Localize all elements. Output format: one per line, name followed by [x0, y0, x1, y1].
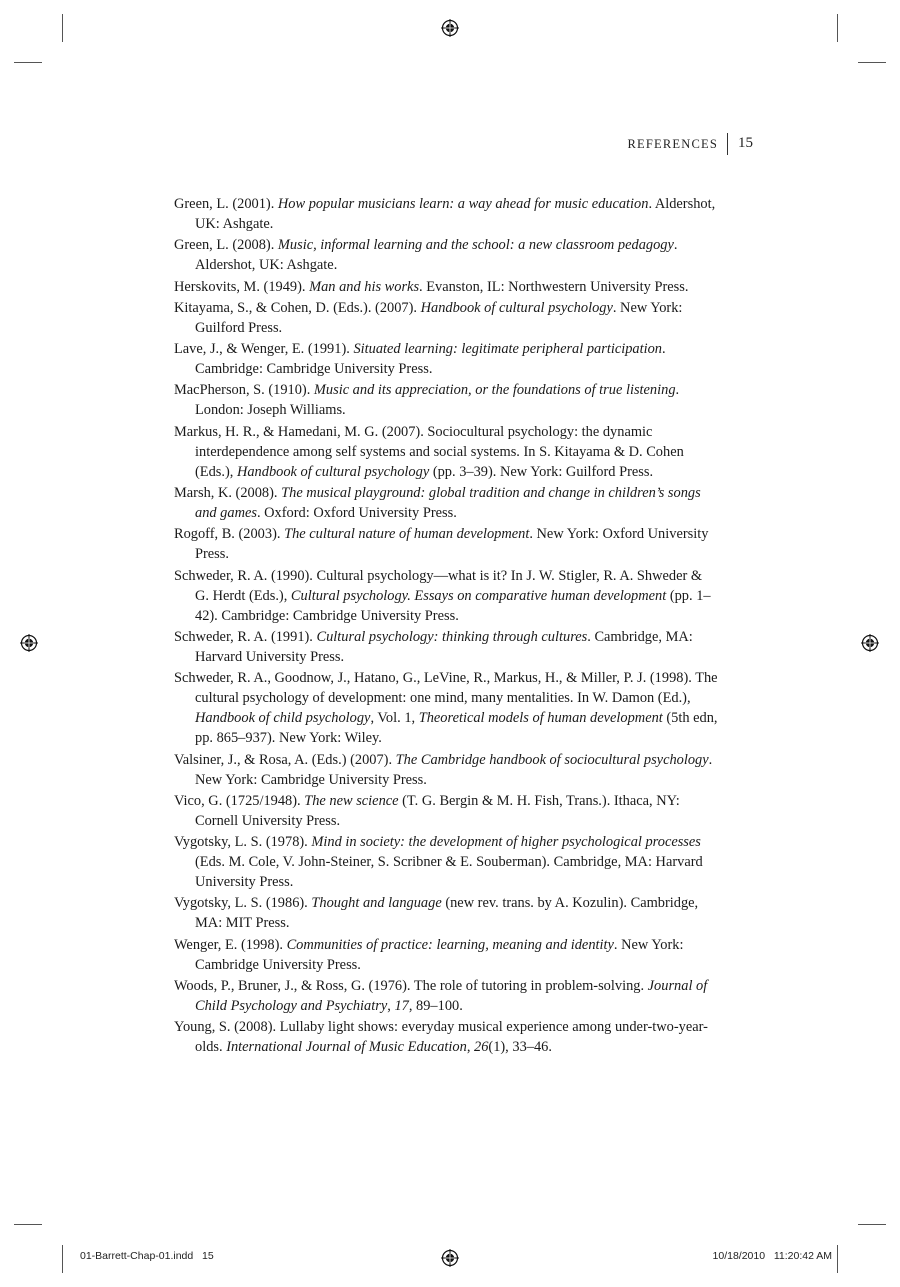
crop-mark-top-right-horizontal — [858, 62, 886, 63]
reference-entry — [174, 893, 719, 933]
reference-title-italic: How popular musicians learn: a way ahead for music education — [277, 196, 649, 212]
reference-text: (T. G. Bergin & M. H. Fish, Trans.). Ithaca, NY: Cornell University Press. — [195, 792, 680, 829]
registration-mark-icon — [441, 1249, 459, 1267]
reference-title-italic: Handbook of cultural psychology — [420, 299, 613, 316]
reference-title-italic: Music and its appreciation, or the foundations of true listening — [313, 382, 676, 399]
crop-mark-top-right-vertical — [837, 14, 838, 42]
reference-text: . New York: Guilford Press. — [195, 299, 683, 336]
reference-title-italic: The Cambridge handbook of sociocultural psychology — [395, 751, 709, 768]
reference-text: . Oxford: Oxford University Press. — [256, 505, 457, 522]
reference-text: Herskovits, M. (1949). — [174, 278, 310, 295]
reference-entry — [174, 832, 719, 892]
reference-entry — [174, 566, 719, 626]
reference-text: , 89–100. — [408, 998, 463, 1015]
reference-entry — [174, 668, 719, 748]
reference-text: Vico, G. (1725/1948). — [174, 792, 305, 809]
reference-title-italic: Theoretical models of human development — [418, 710, 663, 727]
reference-entry — [174, 339, 719, 379]
crop-mark-bottom-right-horizontal — [858, 1224, 886, 1225]
reference-text: Woods, P., Bruner, J., & Ross, G. (1976). The role of tutoring in problem-solving. — [174, 978, 648, 995]
section-title: REFERENCES — [627, 137, 718, 151]
reference-title-italic: Cultural psychology. Essays on comparative human development — [290, 587, 667, 604]
reference-text: Marsh, K. (2008). — [174, 485, 282, 502]
reference-title-italic: Handbook of cultural psychology — [236, 463, 430, 480]
reference-text: . Cambridge: Cambridge University Press. — [195, 341, 666, 378]
reference-text: Green, L. (2001). — [174, 196, 278, 212]
reference-title-italic: 26 — [474, 1039, 489, 1056]
page-number: 15 — [738, 135, 753, 151]
reference-entry — [174, 935, 719, 975]
reference-text: . Aldershot, UK: Ashgate. — [195, 196, 716, 232]
reference-text: Vygotsky, L. S. (1978). — [174, 834, 312, 851]
reference-entry — [174, 483, 719, 523]
reference-entry — [174, 791, 719, 831]
reference-title-italic: The musical playground: global tradition and change in children’s songs and games — [195, 485, 701, 522]
reference-title-italic: 17 — [394, 998, 409, 1015]
reference-text: . New York: Cambridge University Press. — [195, 936, 684, 973]
reference-title-italic: Situated learning: legitimate peripheral participation — [353, 341, 662, 358]
reference-text: Lave, J., & Wenger, E. (1991). — [174, 341, 354, 358]
reference-entry — [174, 976, 719, 1016]
reference-list — [174, 194, 719, 1059]
running-head — [560, 133, 760, 155]
reference-text: (Eds. M. Cole, V. John-Steiner, S. Scribner & E. Souberman). Cambridge, MA: Harvard University Press. — [195, 854, 703, 891]
reference-entry — [174, 298, 719, 338]
reference-entry — [174, 1017, 719, 1057]
reference-text: Schweder, R. A. (1991). — [174, 628, 317, 645]
reference-text: . Aldershot, UK: Ashgate. — [195, 237, 678, 274]
registration-mark-icon — [861, 634, 879, 652]
reference-text: Rogoff, B. (2003). — [174, 526, 285, 543]
reference-text: Green, L. (2008). — [174, 237, 278, 254]
reference-text: Kitayama, S., & Cohen, D. (Eds.). (2007). — [174, 299, 421, 316]
reference-text: (5th edn, pp. 865–937). New York: Wiley. — [195, 710, 718, 747]
reference-entry — [174, 194, 719, 234]
reference-text: Young, S. (2008). Lullaby light shows: everyday musical experience among under-two-year-olds. — [174, 1019, 708, 1056]
reference-title-italic: Mind in society: the development of higher psychological processes — [311, 834, 701, 851]
reference-title-italic: Thought and language — [311, 895, 442, 912]
slug-timestamp: 10/18/2010 11:20:42 AM — [712, 1250, 832, 1262]
reference-text: Wenger, E. (1998). — [174, 936, 287, 953]
reference-title-italic: Handbook of child psychology — [195, 710, 371, 727]
crop-mark-bottom-left-vertical — [62, 1245, 63, 1273]
reference-text: . New York: Oxford University Press. — [195, 526, 709, 563]
reference-text: Schweder, R. A. (1990). Cultural psychology—what is it? In J. W. Stigler, R. A. Shweder & G. Herdt (Eds.), — [174, 567, 703, 604]
reference-text: Schweder, R. A., Goodnow, J., Hatano, G., LeVine, R., Markus, H., & Miller, P. J. (1998). The cultural psychology of development: one mind, many mentalities. In W. Damon (Ed.), — [174, 670, 718, 707]
crop-mark-bottom-right-vertical — [837, 1245, 838, 1273]
reference-text: . Cambridge, MA: Harvard University Press. — [195, 628, 693, 665]
crop-mark-top-left-horizontal — [14, 62, 42, 63]
registration-mark-icon — [20, 634, 38, 652]
divider — [727, 133, 728, 155]
reference-title-italic: The new science — [304, 792, 399, 809]
reference-text: Valsiner, J., & Rosa, A. (Eds.) (2007). — [174, 751, 396, 768]
reference-entry — [174, 235, 719, 275]
reference-text: . New York: Cambridge University Press. — [195, 751, 713, 788]
reference-text: (pp. 1–42). Cambridge: Cambridge University Press. — [195, 587, 711, 624]
reference-title-italic: Cultural psychology: thinking through cultures — [316, 628, 588, 645]
reference-entry — [174, 380, 719, 420]
reference-text: Vygotsky, L. S. (1986). — [174, 895, 312, 912]
reference-entry — [174, 627, 719, 667]
reference-entry — [174, 524, 719, 564]
reference-title-italic: Journal of Child Psychology and Psychiatry — [195, 978, 708, 1015]
reference-title-italic: International Journal of Music Education — [226, 1039, 467, 1056]
reference-text: (new rev. trans. by A. Kozulin). Cambridge, MA: MIT Press. — [195, 895, 699, 932]
reference-title-italic: Man and his works — [309, 278, 420, 295]
reference-text: , Vol. 1, — [370, 710, 419, 727]
reference-entry — [174, 422, 719, 482]
slug-file-name: 01-Barrett-Chap-01.indd 15 — [80, 1250, 214, 1262]
crop-mark-top-left-vertical — [62, 14, 63, 42]
reference-text: , — [387, 998, 395, 1015]
crop-mark-bottom-left-horizontal — [14, 1224, 42, 1225]
reference-text: , — [466, 1039, 475, 1056]
reference-title-italic: The cultural nature of human development — [284, 526, 530, 543]
reference-text: Markus, H. R., & Hamedani, M. G. (2007). Sociocultural psychology: the dynamic interdependence among self systems and social systems. In S. Kitayama & D. Cohen (Eds.), — [174, 423, 684, 480]
reference-text: . Evanston, IL: Northwestern University Press. — [419, 278, 689, 295]
reference-entry — [174, 277, 719, 297]
reference-text: . London: Joseph Williams. — [195, 382, 680, 419]
registration-mark-icon — [441, 19, 459, 37]
reference-text: (1), 33–46. — [488, 1039, 552, 1056]
reference-text: MacPherson, S. (1910). — [174, 382, 314, 399]
reference-entry — [174, 750, 719, 790]
reference-text: (pp. 3–39). New York: Guilford Press. — [429, 463, 654, 480]
reference-title-italic: Communities of practice: learning, meaning and identity — [286, 936, 614, 953]
reference-title-italic: Music, informal learning and the school: a new classroom pedagogy — [277, 237, 674, 254]
